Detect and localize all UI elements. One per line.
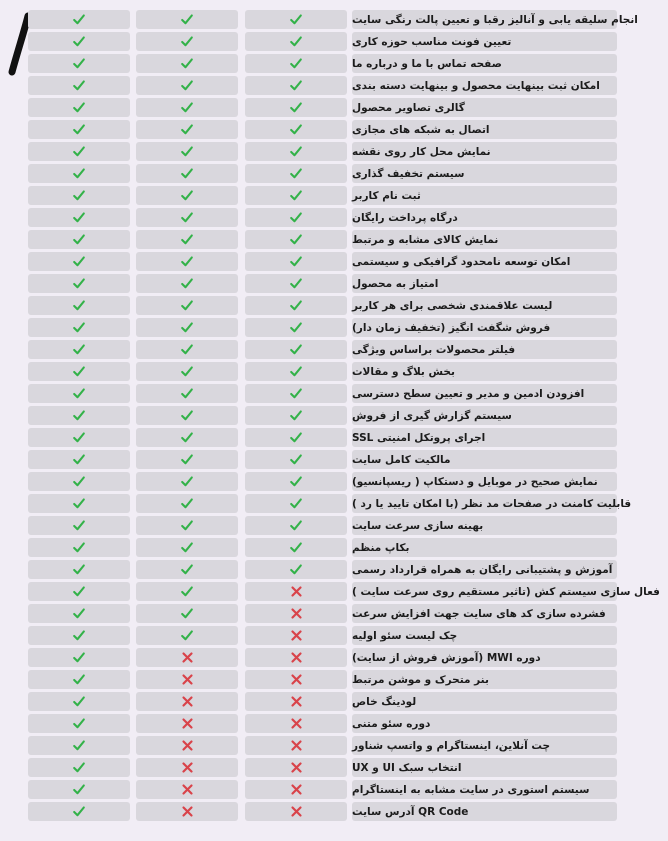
feature-label-cell xyxy=(352,560,617,579)
feature-label-cell xyxy=(352,758,617,777)
table-row xyxy=(0,340,629,362)
feature-comparison-table xyxy=(0,10,660,824)
feature-label: اجرای پروتکل امنیتی SSL xyxy=(352,431,486,444)
feature-label-cell xyxy=(352,252,617,271)
check-icon xyxy=(136,604,238,623)
check-icon xyxy=(136,362,238,381)
feature-label: انجام سلیقه یابی و آنالیز رقبا و تعیین پالت رنگی سایت xyxy=(352,13,638,26)
check-icon xyxy=(28,274,130,293)
table-row xyxy=(0,670,629,692)
check-icon xyxy=(28,494,130,513)
check-icon xyxy=(136,384,238,403)
check-icon xyxy=(245,450,347,469)
table-row xyxy=(0,164,629,186)
check-icon xyxy=(28,362,130,381)
table-row xyxy=(0,186,629,208)
check-icon xyxy=(28,32,130,51)
feature-label: سیستم تخفیف گذاری xyxy=(352,167,465,180)
feature-label-cell xyxy=(352,428,617,447)
feature-label: افزودن ادمین و مدیر و تعیین سطح دسترسی xyxy=(352,387,585,400)
check-icon xyxy=(28,164,130,183)
check-icon xyxy=(245,560,347,579)
feature-label-cell xyxy=(352,274,617,293)
feature-label-cell xyxy=(352,208,617,227)
check-icon xyxy=(28,450,130,469)
feature-label: چک لیست سئو اولیه xyxy=(352,629,458,642)
feature-label-cell xyxy=(352,450,617,469)
feature-label-cell xyxy=(352,54,617,73)
check-icon xyxy=(136,142,238,161)
table-row xyxy=(0,10,638,32)
feature-label: نمایش کالای مشابه و مرتبط xyxy=(352,233,499,246)
cross-icon xyxy=(245,758,347,777)
feature-label: گالری تصاویر محصول xyxy=(352,101,465,114)
cross-icon xyxy=(136,714,238,733)
feature-label: نمایش محل کار روی نقشه xyxy=(352,145,491,158)
table-row xyxy=(0,758,629,780)
table-row xyxy=(0,362,629,384)
table-row xyxy=(0,252,629,274)
table-row xyxy=(0,472,629,494)
table-row xyxy=(0,54,629,76)
check-icon xyxy=(136,296,238,315)
table-row xyxy=(0,406,629,428)
cross-icon xyxy=(245,648,347,667)
feature-label-cell xyxy=(352,32,617,51)
feature-label-cell xyxy=(352,626,617,645)
cross-icon xyxy=(245,736,347,755)
check-icon xyxy=(245,362,347,381)
check-icon xyxy=(245,296,347,315)
check-icon xyxy=(245,186,347,205)
check-icon xyxy=(28,670,130,689)
table-row xyxy=(0,98,629,120)
check-icon xyxy=(136,120,238,139)
feature-label-cell xyxy=(352,296,617,315)
check-icon xyxy=(28,340,130,359)
check-icon xyxy=(136,32,238,51)
check-icon xyxy=(28,560,130,579)
check-icon xyxy=(136,560,238,579)
feature-label: فیلتر محصولات براساس ویژگی xyxy=(352,343,516,356)
table-row xyxy=(0,560,629,582)
feature-label: لیست علاقمندی شخصی برای هر کاربر xyxy=(352,299,553,312)
feature-label: ثبت نام کاربر xyxy=(352,189,421,202)
check-icon xyxy=(245,472,347,491)
feature-label: فروش شگفت انگیز (تخفیف زمان دار) xyxy=(352,321,551,334)
feature-label-cell xyxy=(352,692,617,711)
table-row xyxy=(0,714,629,736)
feature-label-cell xyxy=(352,318,617,337)
check-icon xyxy=(28,142,130,161)
feature-label-cell xyxy=(352,802,617,821)
table-row xyxy=(0,604,629,626)
check-icon xyxy=(28,604,130,623)
check-icon xyxy=(28,714,130,733)
feature-label: نمایش صحیح در موبایل و دستکاپ ( ریسپانسیو) xyxy=(352,475,598,488)
feature-label: دوره سئو متنی xyxy=(352,717,431,730)
check-icon xyxy=(136,164,238,183)
feature-label: امتیاز به محصول xyxy=(352,277,439,290)
table-row xyxy=(0,626,629,648)
check-icon xyxy=(245,76,347,95)
table-row xyxy=(0,428,629,450)
cross-icon xyxy=(245,626,347,645)
feature-label-cell xyxy=(352,516,617,535)
table-row xyxy=(0,230,629,252)
table-row xyxy=(0,692,629,714)
check-icon xyxy=(136,230,238,249)
check-icon xyxy=(28,186,130,205)
table-row xyxy=(0,538,629,560)
check-icon xyxy=(28,252,130,271)
check-icon xyxy=(28,54,130,73)
feature-label: QR Code آدرس سایت xyxy=(352,805,469,818)
feature-label-cell xyxy=(352,780,617,799)
feature-label-cell xyxy=(352,230,617,249)
cross-icon xyxy=(136,802,238,821)
check-icon xyxy=(136,340,238,359)
feature-label-cell xyxy=(352,98,617,117)
table-row xyxy=(0,516,629,538)
check-icon xyxy=(136,428,238,447)
table-row xyxy=(0,802,629,824)
cross-icon xyxy=(245,604,347,623)
feature-label: تعیین فونت مناسب حوزه کاری xyxy=(352,35,512,48)
check-icon xyxy=(245,406,347,425)
check-icon xyxy=(245,208,347,227)
check-icon xyxy=(28,780,130,799)
cross-icon xyxy=(245,780,347,799)
cross-icon xyxy=(136,648,238,667)
feature-label-cell xyxy=(352,120,617,139)
feature-label-cell xyxy=(352,538,617,557)
check-icon xyxy=(136,516,238,535)
feature-label-cell xyxy=(352,494,632,513)
check-icon xyxy=(28,736,130,755)
check-icon xyxy=(28,626,130,645)
table-row xyxy=(0,494,632,516)
check-icon xyxy=(28,428,130,447)
check-icon xyxy=(136,318,238,337)
check-icon xyxy=(28,208,130,227)
table-row xyxy=(0,318,629,340)
feature-label: بخش بلاگ و مقالات xyxy=(352,365,455,378)
check-icon xyxy=(136,538,238,557)
check-icon xyxy=(245,54,347,73)
cross-icon xyxy=(136,670,238,689)
feature-label: آموزش و پشتیبانی رایگان به همراه قرارداد رسمی xyxy=(352,563,613,576)
check-icon xyxy=(245,252,347,271)
table-row xyxy=(0,384,629,406)
check-icon xyxy=(28,692,130,711)
check-icon xyxy=(245,142,347,161)
feature-label: بنر متحرک و موشن مرتبط xyxy=(352,673,489,686)
feature-label-cell xyxy=(352,406,617,425)
feature-label-cell xyxy=(352,736,617,755)
check-icon xyxy=(245,384,347,403)
check-icon xyxy=(28,76,130,95)
feature-label-cell xyxy=(352,340,617,359)
feature-label-cell xyxy=(352,714,617,733)
check-icon xyxy=(245,428,347,447)
check-icon xyxy=(136,406,238,425)
feature-label: فشرده سازی کد های سایت جهت افزایش سرعت xyxy=(352,607,606,620)
check-icon xyxy=(245,98,347,117)
cross-icon xyxy=(245,802,347,821)
feature-label: سیستم گزارش گیری از فروش xyxy=(352,409,512,422)
feature-label: قابلیت کامنت در صفحات مد نظر (با امکان تایید یا رد ) xyxy=(352,497,632,510)
check-icon xyxy=(136,208,238,227)
cross-icon xyxy=(136,780,238,799)
cross-icon xyxy=(245,670,347,689)
feature-label-cell xyxy=(352,670,617,689)
check-icon xyxy=(28,758,130,777)
feature-label: لودینگ خاص xyxy=(352,695,417,708)
cross-icon xyxy=(136,758,238,777)
check-icon xyxy=(28,802,130,821)
check-icon xyxy=(136,76,238,95)
feature-label: سیستم استوری در سایت مشابه به اینستاگرام xyxy=(352,783,590,796)
feature-label-cell xyxy=(352,142,617,161)
table-row xyxy=(0,648,629,670)
feature-label-cell xyxy=(352,186,617,205)
feature-label-cell xyxy=(352,582,660,601)
check-icon xyxy=(245,120,347,139)
feature-label: چت آنلاین، اینستاگرام و واتسپ شناور xyxy=(352,739,551,752)
check-icon xyxy=(28,538,130,557)
check-icon xyxy=(136,626,238,645)
table-row xyxy=(0,142,629,164)
check-icon xyxy=(245,494,347,513)
feature-label: فعال سازی سیستم کش (تاثیر مستقیم روی سرعت سایت ) xyxy=(352,585,660,598)
cross-icon xyxy=(136,736,238,755)
check-icon xyxy=(28,10,130,29)
feature-label-cell xyxy=(352,164,617,183)
check-icon xyxy=(28,318,130,337)
feature-label: صفحه تماس با ما و درباره ما xyxy=(352,57,502,70)
cross-icon xyxy=(136,692,238,711)
cross-icon xyxy=(245,692,347,711)
table-row xyxy=(0,274,629,296)
check-icon xyxy=(28,120,130,139)
cross-icon xyxy=(245,582,347,601)
feature-label: امکان ثبت بینهایت محصول و بینهایت دسته بندی xyxy=(352,79,600,92)
table-row xyxy=(0,296,629,318)
check-icon xyxy=(136,494,238,513)
table-row xyxy=(0,120,629,142)
check-icon xyxy=(28,98,130,117)
feature-label: مالکیت کامل سایت xyxy=(352,453,451,466)
check-icon xyxy=(28,230,130,249)
check-icon xyxy=(245,538,347,557)
feature-label-cell xyxy=(352,604,617,623)
check-icon xyxy=(136,10,238,29)
feature-label: امکان توسعه نامحدود گرافیکی و سیستمی xyxy=(352,255,571,268)
feature-label-cell xyxy=(352,10,638,29)
table-row xyxy=(0,450,629,472)
check-icon xyxy=(136,582,238,601)
check-icon xyxy=(136,472,238,491)
feature-label: اتصال به شبکه های مجازی xyxy=(352,123,490,136)
feature-label: دوره MWI (آموزش فروش از سایت) xyxy=(352,651,541,664)
table-row xyxy=(0,32,629,54)
check-icon xyxy=(136,274,238,293)
check-icon xyxy=(28,582,130,601)
check-icon xyxy=(136,450,238,469)
check-icon xyxy=(245,318,347,337)
feature-label-cell xyxy=(352,384,617,403)
feature-label: درگاه پرداخت رایگان xyxy=(352,211,458,224)
check-icon xyxy=(28,384,130,403)
check-icon xyxy=(136,98,238,117)
feature-label-cell xyxy=(352,362,617,381)
cross-icon xyxy=(245,714,347,733)
check-icon xyxy=(245,274,347,293)
feature-label: بهینه سازی سرعت سایت xyxy=(352,519,484,532)
check-icon xyxy=(245,516,347,535)
table-row xyxy=(0,736,629,758)
check-icon xyxy=(28,406,130,425)
check-icon xyxy=(245,340,347,359)
check-icon xyxy=(136,54,238,73)
check-icon xyxy=(28,516,130,535)
check-icon xyxy=(28,296,130,315)
feature-label-cell xyxy=(352,76,617,95)
check-icon xyxy=(136,252,238,271)
check-icon xyxy=(245,164,347,183)
check-icon xyxy=(28,648,130,667)
feature-label: انتخاب سبک UI و UX xyxy=(352,761,462,774)
check-icon xyxy=(28,472,130,491)
feature-label: بکاپ منظم xyxy=(352,541,410,554)
table-row xyxy=(0,780,629,802)
check-icon xyxy=(245,10,347,29)
check-icon xyxy=(245,32,347,51)
table-row xyxy=(0,582,660,604)
feature-label-cell xyxy=(352,472,617,491)
feature-label-cell xyxy=(352,648,617,667)
check-icon xyxy=(136,186,238,205)
table-row xyxy=(0,76,629,98)
check-icon xyxy=(245,230,347,249)
table-row xyxy=(0,208,629,230)
